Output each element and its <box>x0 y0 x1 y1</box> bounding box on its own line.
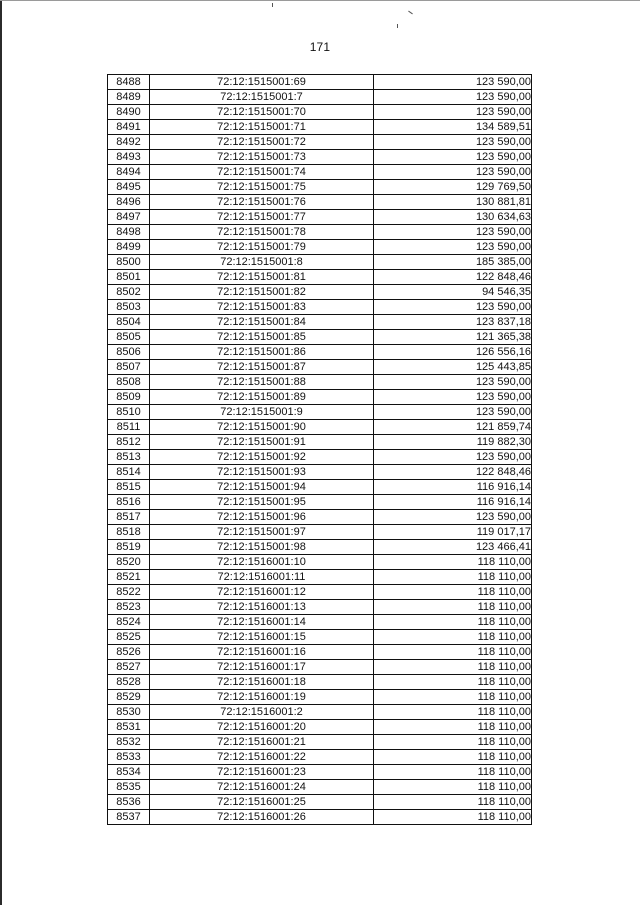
cadastral-value: 118 110,00 <box>374 600 532 615</box>
row-number: 8531 <box>108 720 150 735</box>
table-row <box>108 165 532 180</box>
cadastral-number: 72:12:1515001:83 <box>150 300 374 315</box>
cadastral-number: 72:12:1515001:72 <box>150 135 374 150</box>
table-row <box>108 75 532 90</box>
cadastral-value: 134 589,51 <box>374 120 532 135</box>
table-row <box>108 795 532 810</box>
table-row <box>108 210 532 225</box>
row-number: 8490 <box>108 105 150 120</box>
cadastral-number: 72:12:1515001:69 <box>150 75 374 90</box>
cadastral-number: 72:12:1515001:74 <box>150 165 374 180</box>
row-number: 8512 <box>108 435 150 450</box>
row-number: 8495 <box>108 180 150 195</box>
cadastral-value: 118 110,00 <box>374 690 532 705</box>
scan-top-edge <box>0 0 640 1</box>
table-row <box>108 765 532 780</box>
page-number: 171 <box>309 40 331 54</box>
row-number: 8504 <box>108 315 150 330</box>
cadastral-number: 72:12:1516001:26 <box>150 810 374 825</box>
table-row <box>108 735 532 750</box>
cadastral-value: 118 110,00 <box>374 810 532 825</box>
cadastral-number: 72:12:1515001:77 <box>150 210 374 225</box>
row-number: 8525 <box>108 630 150 645</box>
cadastral-value: 123 590,00 <box>374 390 532 405</box>
row-number: 8501 <box>108 270 150 285</box>
cadastral-number: 72:12:1515001:79 <box>150 240 374 255</box>
table-row <box>108 615 532 630</box>
cadastral-number: 72:12:1515001:90 <box>150 420 374 435</box>
cadastral-number: 72:12:1515001:97 <box>150 525 374 540</box>
table-row <box>108 90 532 105</box>
cadastral-value: 118 110,00 <box>374 660 532 675</box>
scan-speck <box>272 3 273 7</box>
cadastral-value: 123 590,00 <box>374 405 532 420</box>
cadastral-value: 118 110,00 <box>374 705 532 720</box>
table-row <box>108 645 532 660</box>
row-number: 8519 <box>108 540 150 555</box>
row-number: 8499 <box>108 240 150 255</box>
cadastral-value: 121 365,38 <box>374 330 532 345</box>
table-row <box>108 375 532 390</box>
cadastral-value: 130 634,63 <box>374 210 532 225</box>
row-number: 8527 <box>108 660 150 675</box>
cadastral-number: 72:12:1516001:18 <box>150 675 374 690</box>
cadastral-value: 123 590,00 <box>374 240 532 255</box>
table-row <box>108 750 532 765</box>
cadastral-value: 119 017,17 <box>374 525 532 540</box>
table-row <box>108 555 532 570</box>
row-number: 8496 <box>108 195 150 210</box>
cadastral-value: 122 848,46 <box>374 270 532 285</box>
cadastral-number: 72:12:1515001:91 <box>150 435 374 450</box>
table-row <box>108 780 532 795</box>
row-number: 8507 <box>108 360 150 375</box>
cadastral-number: 72:12:1515001:70 <box>150 105 374 120</box>
cadastral-number: 72:12:1516001:21 <box>150 735 374 750</box>
table-row <box>108 255 532 270</box>
cadastral-value: 118 110,00 <box>374 720 532 735</box>
cadastral-value: 118 110,00 <box>374 555 532 570</box>
row-number: 8521 <box>108 570 150 585</box>
cadastral-value: 118 110,00 <box>374 675 532 690</box>
cadastral-number: 72:12:1515001:94 <box>150 480 374 495</box>
cadastral-value: 125 443,85 <box>374 360 532 375</box>
row-number: 8502 <box>108 285 150 300</box>
row-number: 8517 <box>108 510 150 525</box>
table-row <box>108 465 532 480</box>
table-row <box>108 405 532 420</box>
cadastral-number: 72:12:1516001:11 <box>150 570 374 585</box>
cadastral-number: 72:12:1516001:23 <box>150 765 374 780</box>
cadastral-number: 72:12:1515001:9 <box>150 405 374 420</box>
cadastral-value: 122 848,46 <box>374 465 532 480</box>
row-number: 8529 <box>108 690 150 705</box>
cadastral-number: 72:12:1515001:75 <box>150 180 374 195</box>
cadastral-number: 72:12:1515001:86 <box>150 345 374 360</box>
row-number: 8494 <box>108 165 150 180</box>
table-row <box>108 600 532 615</box>
table-body <box>108 75 532 825</box>
table-row <box>108 150 532 165</box>
table-row <box>108 570 532 585</box>
cadastral-number: 72:12:1516001:12 <box>150 585 374 600</box>
cadastral-number: 72:12:1516001:16 <box>150 645 374 660</box>
row-number: 8526 <box>108 645 150 660</box>
table-row <box>108 810 532 825</box>
row-number: 8520 <box>108 555 150 570</box>
cadastral-value: 123 590,00 <box>374 450 532 465</box>
table-row <box>108 525 532 540</box>
row-number: 8488 <box>108 75 150 90</box>
table-row <box>108 270 532 285</box>
cadastral-number: 72:12:1515001:84 <box>150 315 374 330</box>
cadastral-number: 72:12:1515001:85 <box>150 330 374 345</box>
cadastral-number: 72:12:1515001:98 <box>150 540 374 555</box>
cadastral-value: 123 590,00 <box>374 225 532 240</box>
row-number: 8492 <box>108 135 150 150</box>
cadastral-value: 118 110,00 <box>374 570 532 585</box>
row-number: 8489 <box>108 90 150 105</box>
cadastral-number: 72:12:1516001:24 <box>150 780 374 795</box>
cadastral-number: 72:12:1516001:20 <box>150 720 374 735</box>
cadastral-number: 72:12:1515001:89 <box>150 390 374 405</box>
table-row <box>108 285 532 300</box>
cadastral-number: 72:12:1515001:92 <box>150 450 374 465</box>
row-number: 8532 <box>108 735 150 750</box>
cadastral-value: 118 110,00 <box>374 585 532 600</box>
cadastral-value: 123 590,00 <box>374 510 532 525</box>
row-number: 8509 <box>108 390 150 405</box>
row-number: 8534 <box>108 765 150 780</box>
table-row <box>108 435 532 450</box>
row-number: 8493 <box>108 150 150 165</box>
cadastral-value: 118 110,00 <box>374 750 532 765</box>
table-row <box>108 480 532 495</box>
cadastral-number: 72:12:1515001:78 <box>150 225 374 240</box>
cadastral-number: 72:12:1516001:13 <box>150 600 374 615</box>
row-number: 8491 <box>108 120 150 135</box>
cadastral-number: 72:12:1515001:7 <box>150 90 374 105</box>
cadastral-value-table <box>107 74 532 825</box>
table-row <box>108 690 532 705</box>
cadastral-value: 123 590,00 <box>374 75 532 90</box>
cadastral-value: 118 110,00 <box>374 765 532 780</box>
cadastral-number: 72:12:1516001:25 <box>150 795 374 810</box>
cadastral-number: 72:12:1516001:22 <box>150 750 374 765</box>
cadastral-value: 126 556,16 <box>374 345 532 360</box>
cadastral-value: 123 590,00 <box>374 135 532 150</box>
cadastral-value: 123 590,00 <box>374 300 532 315</box>
row-number: 8518 <box>108 525 150 540</box>
row-number: 8528 <box>108 675 150 690</box>
table-row <box>108 675 532 690</box>
row-number: 8514 <box>108 465 150 480</box>
row-number: 8524 <box>108 615 150 630</box>
row-number: 8537 <box>108 810 150 825</box>
row-number: 8505 <box>108 330 150 345</box>
cadastral-number: 72:12:1515001:82 <box>150 285 374 300</box>
table-row <box>108 315 532 330</box>
cadastral-value: 185 385,00 <box>374 255 532 270</box>
cadastral-value: 118 110,00 <box>374 735 532 750</box>
cadastral-value: 118 110,00 <box>374 780 532 795</box>
table-row <box>108 630 532 645</box>
cadastral-value: 129 769,50 <box>374 180 532 195</box>
table-row <box>108 180 532 195</box>
table-row <box>108 105 532 120</box>
row-number: 8506 <box>108 345 150 360</box>
cadastral-number: 72:12:1515001:81 <box>150 270 374 285</box>
table-row <box>108 450 532 465</box>
row-number: 8522 <box>108 585 150 600</box>
table-row <box>108 300 532 315</box>
table-row <box>108 135 532 150</box>
cadastral-value: 118 110,00 <box>374 615 532 630</box>
cadastral-value: 116 916,14 <box>374 480 532 495</box>
cadastral-number: 72:12:1516001:10 <box>150 555 374 570</box>
row-number: 8510 <box>108 405 150 420</box>
cadastral-number: 72:12:1515001:93 <box>150 465 374 480</box>
cadastral-number: 72:12:1515001:73 <box>150 150 374 165</box>
row-number: 8536 <box>108 795 150 810</box>
scan-speck <box>397 24 398 28</box>
row-number: 8500 <box>108 255 150 270</box>
cadastral-value: 123 590,00 <box>374 105 532 120</box>
cadastral-number: 72:12:1515001:96 <box>150 510 374 525</box>
scan-speck <box>408 11 413 15</box>
table-row <box>108 540 532 555</box>
table-row <box>108 240 532 255</box>
row-number: 8533 <box>108 750 150 765</box>
cadastral-number: 72:12:1516001:17 <box>150 660 374 675</box>
cadastral-value: 123 590,00 <box>374 150 532 165</box>
scan-left-edge <box>0 0 2 905</box>
table-row <box>108 720 532 735</box>
row-number: 8530 <box>108 705 150 720</box>
cadastral-value: 94 546,35 <box>374 285 532 300</box>
cadastral-value: 123 466,41 <box>374 540 532 555</box>
cadastral-value: 116 916,14 <box>374 495 532 510</box>
cadastral-value: 130 881,81 <box>374 195 532 210</box>
table-row <box>108 195 532 210</box>
cadastral-number: 72:12:1515001:76 <box>150 195 374 210</box>
table-row <box>108 330 532 345</box>
cadastral-number: 72:12:1516001:14 <box>150 615 374 630</box>
cadastral-value: 118 110,00 <box>374 630 532 645</box>
row-number: 8503 <box>108 300 150 315</box>
row-number: 8513 <box>108 450 150 465</box>
cadastral-number: 72:12:1515001:71 <box>150 120 374 135</box>
table-row <box>108 225 532 240</box>
row-number: 8508 <box>108 375 150 390</box>
table-row <box>108 360 532 375</box>
row-number: 8535 <box>108 780 150 795</box>
cadastral-value: 123 590,00 <box>374 165 532 180</box>
cadastral-value: 121 859,74 <box>374 420 532 435</box>
cadastral-value: 123 590,00 <box>374 90 532 105</box>
cadastral-number: 72:12:1515001:88 <box>150 375 374 390</box>
table-row <box>108 345 532 360</box>
table-row <box>108 390 532 405</box>
cadastral-value: 118 110,00 <box>374 645 532 660</box>
row-number: 8523 <box>108 600 150 615</box>
table-row <box>108 120 532 135</box>
cadastral-number: 72:12:1515001:87 <box>150 360 374 375</box>
row-number: 8498 <box>108 225 150 240</box>
cadastral-number: 72:12:1515001:8 <box>150 255 374 270</box>
cadastral-number: 72:12:1516001:15 <box>150 630 374 645</box>
cadastral-value: 119 882,30 <box>374 435 532 450</box>
table-row <box>108 585 532 600</box>
cadastral-value: 118 110,00 <box>374 795 532 810</box>
table-row <box>108 420 532 435</box>
row-number: 8515 <box>108 480 150 495</box>
table-row <box>108 510 532 525</box>
cadastral-value: 123 590,00 <box>374 375 532 390</box>
cadastral-number: 72:12:1516001:2 <box>150 705 374 720</box>
table-row <box>108 705 532 720</box>
table-row <box>108 495 532 510</box>
row-number: 8516 <box>108 495 150 510</box>
row-number: 8511 <box>108 420 150 435</box>
cadastral-number: 72:12:1515001:95 <box>150 495 374 510</box>
table-row <box>108 660 532 675</box>
row-number: 8497 <box>108 210 150 225</box>
cadastral-number: 72:12:1516001:19 <box>150 690 374 705</box>
cadastral-value: 123 837,18 <box>374 315 532 330</box>
